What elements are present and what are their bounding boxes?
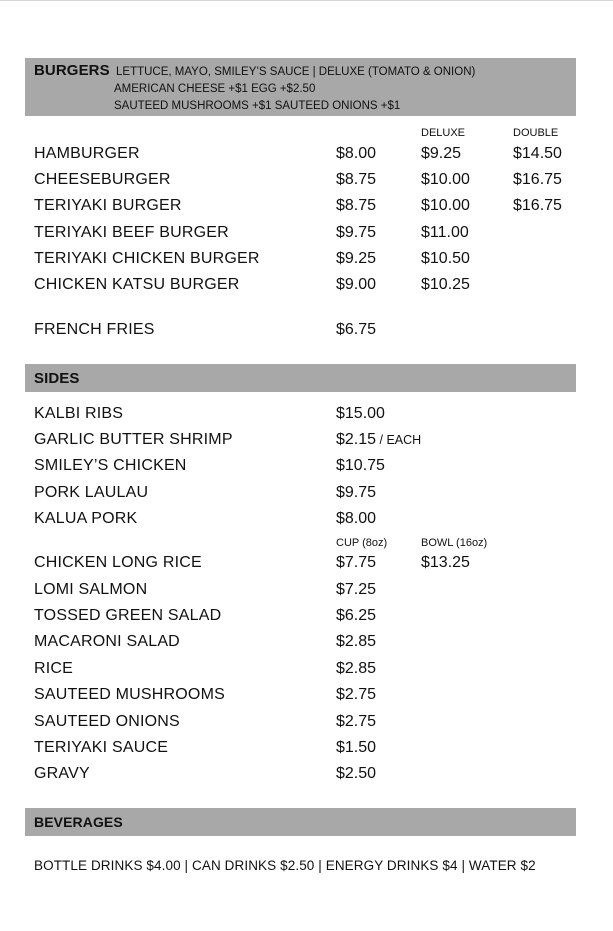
menu-row-chicken-long-rice	[0, 554, 613, 580]
menu-row-hamburger	[0, 145, 613, 171]
item-name: TERIYAKI CHICKEN BURGER	[34, 250, 260, 267]
burgers-title: BURGERS	[34, 62, 110, 79]
item-price: $8.75	[336, 197, 377, 214]
menu-row-kalbi-ribs	[0, 405, 613, 431]
item-name: CHICKEN KATSU BURGER	[34, 276, 240, 293]
menu-row-sauteed-mushrooms	[0, 686, 613, 712]
menu-row-rice	[0, 660, 613, 686]
menu-row-teriyaki-burger	[0, 197, 613, 223]
item-name: RICE	[34, 660, 74, 677]
beverages-header-band	[25, 808, 576, 836]
item-name: CHEESEBURGER	[34, 171, 171, 188]
menu-row-gravy	[0, 765, 613, 791]
menu-row-teriyaki-sauce	[0, 739, 613, 765]
item-name: HAMBURGER	[34, 145, 140, 162]
menu-row-tossed-green-salad	[0, 607, 613, 633]
item-price: $10.75	[336, 457, 385, 474]
item-name: MACARONI SALAD	[34, 633, 180, 650]
item-deluxe-price: $9.25	[421, 145, 462, 162]
menu-row-pork-laulau	[0, 484, 613, 510]
item-deluxe-price: $10.25	[421, 276, 470, 293]
item-price: $7.75	[336, 554, 377, 571]
item-price: $6.75	[336, 321, 377, 338]
item-price: $8.00	[336, 145, 377, 162]
cup-column-header: CUP (8oz)	[336, 537, 388, 549]
item-bowl-price: $13.25	[421, 554, 470, 571]
item-name: KALUA PORK	[34, 510, 138, 527]
item-name: TOSSED GREEN SALAD	[34, 607, 222, 624]
item-name: TERIYAKI SAUCE	[34, 739, 169, 756]
menu-row-teriyaki-chicken-burger	[0, 250, 613, 276]
item-price: $8.75	[336, 171, 377, 188]
item-price: $15.00	[336, 405, 385, 422]
item-double-price: $14.50	[513, 145, 562, 162]
burgers-note-line2: AMERICAN CHEESE +$1 EGG +$2.50	[114, 83, 316, 95]
beverages-line: BOTTLE DRINKS $4.00 | CAN DRINKS $2.50 | ENERGY DRINKS $4 | WATER $2	[34, 858, 536, 873]
sides-title: SIDES	[34, 370, 80, 387]
item-price: $2.75	[336, 686, 377, 703]
item-name: KALBI RIBS	[34, 405, 124, 422]
double-column-header: DOUBLE	[513, 127, 559, 139]
item-name: LOMI SALMON	[34, 581, 148, 598]
item-double-price: $16.75	[513, 197, 562, 214]
menu-row-lomi-salmon	[0, 581, 613, 607]
item-deluxe-price: $10.00	[421, 171, 470, 188]
item-price: $2.50	[336, 765, 377, 782]
item-name: GRAVY	[34, 765, 90, 782]
item-name: SAUTEED ONIONS	[34, 713, 180, 730]
item-price: $8.00	[336, 510, 377, 527]
menu-row-french-fries	[0, 321, 613, 347]
menu-row-macaroni-salad	[0, 633, 613, 659]
item-price: $9.75	[336, 484, 377, 501]
item-name: SAUTEED MUSHROOMS	[34, 686, 225, 703]
burgers-header-band	[25, 58, 576, 116]
item-deluxe-price: $10.50	[421, 250, 470, 267]
item-name: FRENCH FRIES	[34, 321, 155, 338]
menu-row-sauteed-onions	[0, 713, 613, 739]
item-price: $7.25	[336, 581, 377, 598]
burgers-note-line3: SAUTEED MUSHROOMS +$1 SAUTEED ONIONS +$1	[114, 100, 401, 112]
menu-row-kalua-pork	[0, 510, 613, 536]
menu-row-smileys-chicken	[0, 457, 613, 483]
item-price: $9.00	[336, 276, 377, 293]
bowl-column-header: BOWL (16oz)	[421, 537, 488, 549]
item-price-with-unit	[336, 431, 421, 449]
item-name: TERIYAKI BURGER	[34, 197, 182, 214]
item-price: $2.15	[336, 431, 377, 448]
menu-row-chicken-katsu-burger	[0, 276, 613, 302]
item-price: $9.25	[336, 250, 377, 267]
item-double-price: $16.75	[513, 171, 562, 188]
item-price: $6.25	[336, 607, 377, 624]
item-name: SMILEY’S CHICKEN	[34, 457, 187, 474]
item-price: $2.85	[336, 633, 377, 650]
item-price: $2.75	[336, 713, 377, 730]
item-price: $9.75	[336, 224, 377, 241]
deluxe-column-header: DELUXE	[421, 127, 466, 139]
menu-row-cheeseburger	[0, 171, 613, 197]
item-deluxe-price: $11.00	[421, 224, 469, 241]
item-name: CHICKEN LONG RICE	[34, 554, 202, 571]
top-divider	[0, 0, 613, 1]
sides-header-band	[25, 364, 576, 392]
item-name: PORK LAULAU	[34, 484, 149, 501]
item-deluxe-price: $10.00	[421, 197, 470, 214]
item-name: GARLIC BUTTER SHRIMP	[34, 431, 233, 448]
beverages-title: BEVERAGES	[34, 814, 123, 830]
item-name: TERIYAKI BEEF BURGER	[34, 224, 229, 241]
item-price: $2.85	[336, 660, 377, 677]
item-price-unit: / EACH	[376, 433, 422, 447]
menu-row-teriyaki-beef-burger	[0, 224, 613, 250]
burgers-note-line1: LETTUCE, MAYO, SMILEY’S SAUCE | DELUXE (TOMATO & ONION)	[116, 66, 476, 78]
item-price: $1.50	[336, 739, 377, 756]
menu-row-garlic-butter-shrimp	[0, 431, 613, 457]
